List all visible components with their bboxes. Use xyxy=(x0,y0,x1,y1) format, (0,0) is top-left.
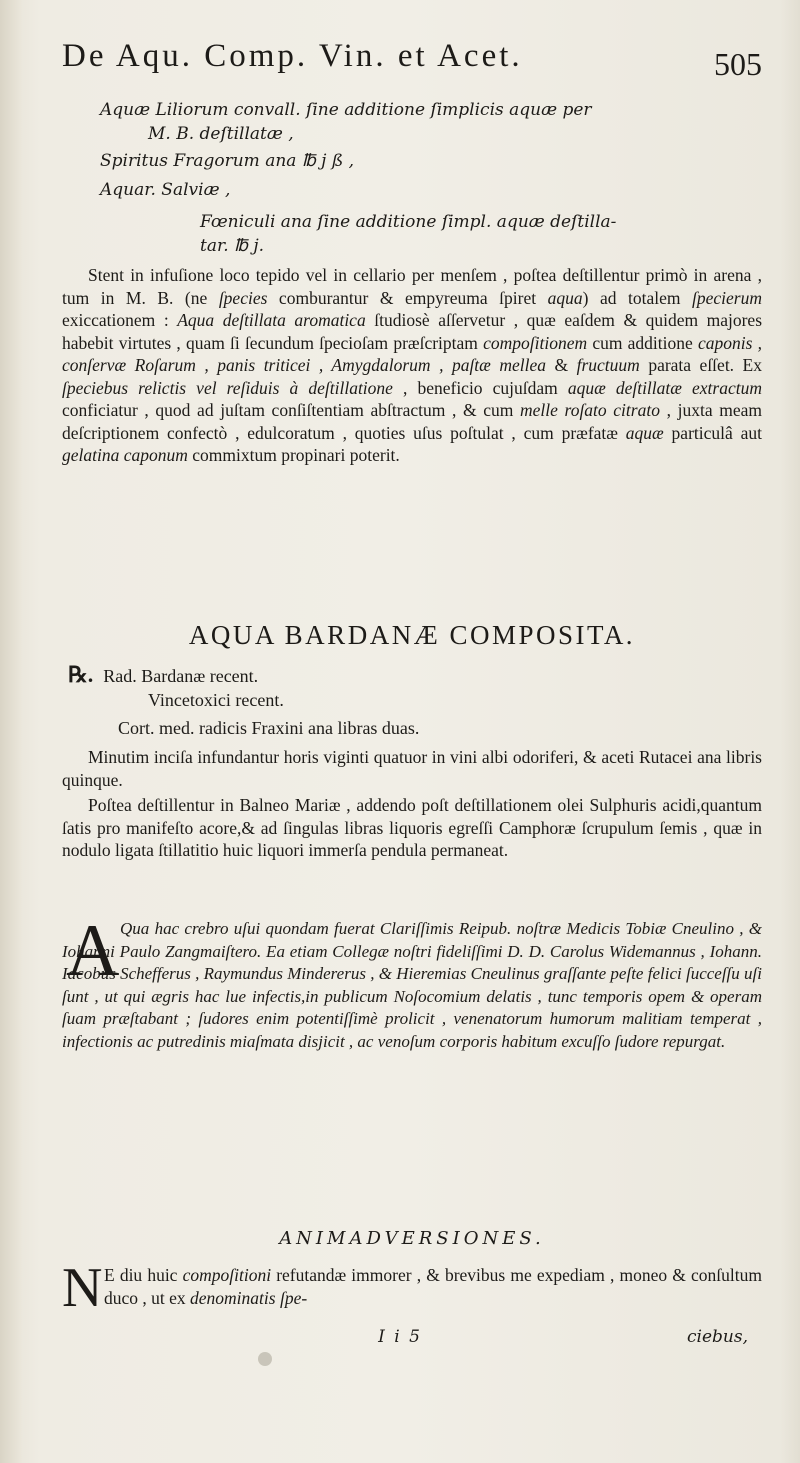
recipe-line-2: M. B. deſtillatæ , xyxy=(148,124,294,144)
recipe-symbol: ℞. xyxy=(68,662,94,687)
paragraph-infusion: Stent in infuſione loco tepido vel in cellario per menſem , poſtea deſtillentur primò in arena , tum in M. B. (ne ſpecies comburantur & empyreuma ſpiret aqua) ad totalem ſpecierum exiccationem : Aqua deſtillata aromatica ſtudiosè aſſervetur , quæ eaſdem & quidem majores habebit virtutes , quam ſi ſecundum ſpecioſam præſcriptam compoſitionem cum additione caponis , conſervæ Roſarum , panis triticei , Amygdalorum , paſtæ mellea & fructuum parata eſſet. Ex ſpeciebus relictis vel reſiduis à deſtillatione , beneficio cujuſdam aquæ deſtillatæ extractum conficiatur , quod ad juſtam conſiſtentiam abſtractum , & cum melle roſato citrato , juxta meam deſcriptionem confectò , edulcoratum , quoties uſus poſtulat , cum præfatæ aquæ particulâ aut gelatina caponum commixtum propinari poterit. xyxy=(62,265,763,465)
recipe-line-3: Spiritus Fragorum ana ℔ j ß , xyxy=(100,151,354,171)
recipe-line-6: tar. ℔ j. xyxy=(200,236,265,256)
paragraph-animadversiones: E diu huic compoſitioni refutandæ immorer , & brevibus me expediam , moneo & conſultum duco , ut ex denominatis ſpe- xyxy=(104,1265,762,1308)
paragraph-usage-history: Qua hac crebro uſui quondam fuerat Clariſſimis Reipub. noſtræ Medicis Tobiæ Cneulino , & Iohanni Paulo Zangmaiſtero. Ea etiam Collegæ noſtri fideliſſimi D. D. Carolus Widemannus , Iohann. Iacobus Schefferus , Raymundus Mindererus , & Hieremias Cneulinus graſſante peſte felici ſucceſſu uſi ſunt , ut qui ægris hac lue infectis,in publicum Noſocomium delatis , tunc temporis opem & operam ſuam præſtabant ; ſudores enim potentiſſimè prolicit , venenatorum humorum malitiam temperat , infectionis ac putredinis miaſmata disjicit , ac venoſum corporis habitum excuſſo ſudore repurgat. xyxy=(62,919,762,1051)
recipe-line-4: Aquar. Salviæ , xyxy=(100,180,231,200)
drop-cap-n: N xyxy=(62,1257,103,1319)
section-title: AQUA BARDANÆ COMPOSITA. xyxy=(188,620,636,650)
running-head-title: De Aqu. Comp. Vin. et Acet. xyxy=(62,38,523,74)
prescription-line-1: ℞. Rad. Bardanæ recent. xyxy=(68,662,259,687)
page-gutter-shadow xyxy=(0,0,22,1463)
paragraph-maceration: Minutim inciſa infundantur horis viginti quatuor in vini albi odoriferi, & aceti Rutacei ana libris quinque. xyxy=(62,747,762,790)
animadversiones-heading: ANIMADVERSIONES. xyxy=(279,1228,545,1249)
recipe-line-1: Aquæ Liliorum convall. ſine additione ſimplicis aquæ per xyxy=(100,100,592,120)
catchword: ciebus, xyxy=(687,1327,748,1347)
paragraph-distillation: Poſtea deſtillentur in Balneo Mariæ , addendo poſt deſtillationem olei Sulphuris acidi,quantum ſatis pro manifeſto acore,& ad ſingulas libras liquoris egreſſi Camphoræ ſcrupulum ſemis , quæ in nodulo ligata ſtillatitio huic liquori immerſa pendula permaneat. xyxy=(62,795,762,860)
ink-stain xyxy=(258,1352,272,1366)
page-number: 505 xyxy=(714,46,762,82)
drop-cap-a: A xyxy=(66,910,120,992)
prescription-line-3: Cort. med. radicis Fraxini ana libras duas. xyxy=(118,718,420,738)
prescription-line-2: Vincetoxici recent. xyxy=(148,690,284,710)
signature-mark: I i 5 xyxy=(378,1327,422,1347)
recipe-line-5: Fœniculi ana ſine additione ſimpl. aquæ deſtilla- xyxy=(200,212,617,232)
running-head xyxy=(62,38,762,88)
